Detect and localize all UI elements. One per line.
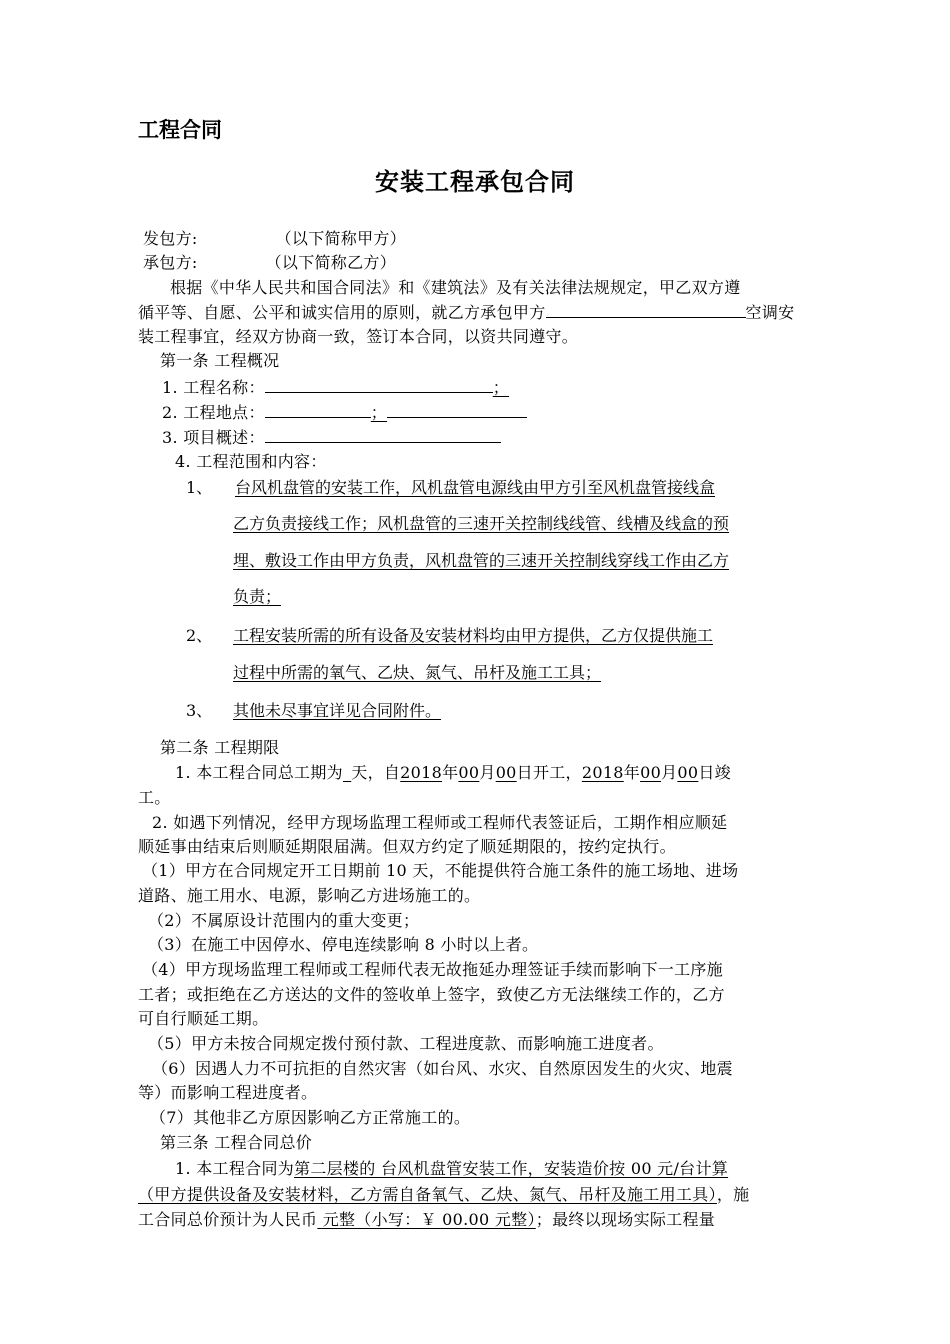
scope-item-3-line-1: 其他未尽事宜详见合同附件。 xyxy=(233,701,442,720)
price-scope-text: 第二层楼的 台风机盘管安装工作，安装造价按 00 元/台计算 xyxy=(294,1159,729,1178)
scope-item-2-line-1: 工程安装所需的所有设备及安装材料均由甲方提供，乙方仅提供施工 xyxy=(233,626,714,645)
clause-1-line-2: 道路、施工用水、电源，影响乙方进场施工的。 xyxy=(138,886,481,905)
intro-line-2-text: 循平等、自愿、公平和诚实信用的原则，就乙方承包甲方 xyxy=(138,303,546,322)
scope-item-1-number: 1、 xyxy=(186,478,213,497)
clause-6-line-2: 等）而影响工程进度者。 xyxy=(138,1083,318,1102)
project-overview-line xyxy=(162,427,501,448)
employer-label: 发包方: xyxy=(143,229,198,248)
start-day: 00 xyxy=(495,763,517,782)
article1-heading: 第一条 工程概况 xyxy=(160,351,280,370)
article3-heading: 第三条 工程合同总价 xyxy=(160,1133,313,1152)
employer-note: （以下简称甲方） xyxy=(275,229,406,248)
intro-line-2 xyxy=(138,302,794,323)
duration-line-tail: 工。 xyxy=(138,788,171,807)
contract-title: 安装工程承包合同 xyxy=(375,168,575,196)
end-year: 2018 xyxy=(581,763,624,782)
price-line-3: 工合同总价预计为人民币 元整（小写：￥ 00.00 元整）；最终以现场实际工程量 xyxy=(138,1210,716,1229)
contractor-note: （以下简称乙方） xyxy=(265,253,396,272)
start-month: 00 xyxy=(458,763,480,782)
clause-6-line-1: （6）因遇人力不可抗拒的自然灾害（如台风、水灾、自然原因发生的火灾、地震 xyxy=(152,1059,733,1078)
clause-3: （3）在施工中因停水、停电连续影响 8 小时以上者。 xyxy=(148,935,539,954)
duration-line: 1. 本工程合同总工期为_天，自2018年00月00日开工，2018年00月00日竣 xyxy=(175,763,731,782)
clause-5: （5）甲方未按合同规定拨付预付款、工程进度款、而影响施工进度者。 xyxy=(148,1034,664,1053)
project-site-label: 2. 工程地点： xyxy=(162,403,265,422)
project-name-label: 1. 工程名称： xyxy=(162,378,265,397)
scope-item-1-line-2: 乙方负责接线工作；风机盘管的三速开关控制线线管、线槽及线盒的预 xyxy=(233,514,730,533)
end-month: 00 xyxy=(640,763,662,782)
article2-heading: 第二条 工程期限 xyxy=(160,738,280,757)
scope-item-1-line-3: 埋、敷设工作由甲方负责，风机盘管的三速开关控制线穿线工作由乙方 xyxy=(233,551,730,570)
scope-item-1-line-4: 负责； xyxy=(233,587,282,606)
scope-item-1-line-1: 台风机盘管的安装工作，风机盘管电源线由甲方引至风机盘管接线盒 xyxy=(235,478,716,497)
contractor-line xyxy=(143,253,396,273)
start-year: 2018 xyxy=(400,763,443,782)
total-price-amount: 元整（小写：￥ 00.00 元整） xyxy=(317,1210,536,1229)
project-overview-label: 3. 项目概述： xyxy=(162,428,265,447)
intro-line-2-tail: 空调安 xyxy=(745,303,795,322)
clause-2: （2）不属原设计范围内的重大变更； xyxy=(148,911,420,930)
extension-line-1: 2. 如遇下列情况，经甲方现场监理工程师或工程师代表签证后，工期作相应顺延 xyxy=(152,813,728,832)
project-site-blank-1 xyxy=(265,402,371,418)
project-name-blank xyxy=(265,377,493,393)
price-materials-note: （甲方提供设备及安装材料，乙方需自备氧气、乙炔、氮气、吊杆及施工用工具） xyxy=(138,1185,717,1204)
project-site-blank-2 xyxy=(387,402,527,418)
document-label: 工程合同 xyxy=(138,118,222,142)
project-name-semicolon: ； xyxy=(492,378,510,397)
employer-line xyxy=(143,229,406,249)
clause-1-line-1: （1）甲方在合同规定开工日期前 10 天，不能提供符合施工条件的施工场地、进场 xyxy=(142,861,739,880)
project-name-line xyxy=(162,377,509,398)
scope-item-2-line-2: 过程中所需的氧气、乙炔、氮气、吊杆及施工工具； xyxy=(233,663,602,682)
contractor-blank xyxy=(546,302,746,318)
extension-line-2: 顺延事由结束后则顺延期限届满。但双方约定了顺延期限的，按约定执行。 xyxy=(138,837,676,856)
intro-line-1: 根据《中华人民共和国合同法》和《建筑法》及有关法律法规规定，甲乙双方遵 xyxy=(170,278,741,297)
contractor-label: 承包方: xyxy=(143,253,198,272)
scope-label: 4. 工程范围和内容： xyxy=(175,452,327,471)
clause-4-line-2: 工者；或拒绝在乙方送达的文件的签收单上签字，致使乙方无法继续工作的，乙方 xyxy=(138,985,725,1004)
intro-line-3: 装工程事宜，经双方协商一致，签订本合同，以资共同遵守。 xyxy=(138,327,579,346)
scope-item-2-number: 2、 xyxy=(186,626,213,645)
clause-7: （7）其他非乙方原因影响乙方正常施工的。 xyxy=(150,1108,471,1127)
project-site-semicolon: ； xyxy=(370,403,388,422)
end-day: 00 xyxy=(677,763,699,782)
duration-days-blank: _ xyxy=(342,763,352,782)
project-overview-blank xyxy=(265,427,501,443)
clause-4-line-1: （4）甲方现场监理工程师或工程师代表无故拖延办理签证手续而影响下一工序施 xyxy=(142,960,723,979)
price-line-1: 1. 本工程合同为第二层楼的 台风机盘管安装工作，安装造价按 00 元/台计算 xyxy=(175,1159,729,1178)
clause-4-line-3: 可自行顺延工期。 xyxy=(138,1009,269,1028)
scope-item-3-number: 3、 xyxy=(186,701,213,720)
price-line-2: （甲方提供设备及安装材料，乙方需自备氧气、乙炔、氮气、吊杆及施工用工具），施 xyxy=(138,1185,750,1204)
project-site-line xyxy=(162,402,527,423)
